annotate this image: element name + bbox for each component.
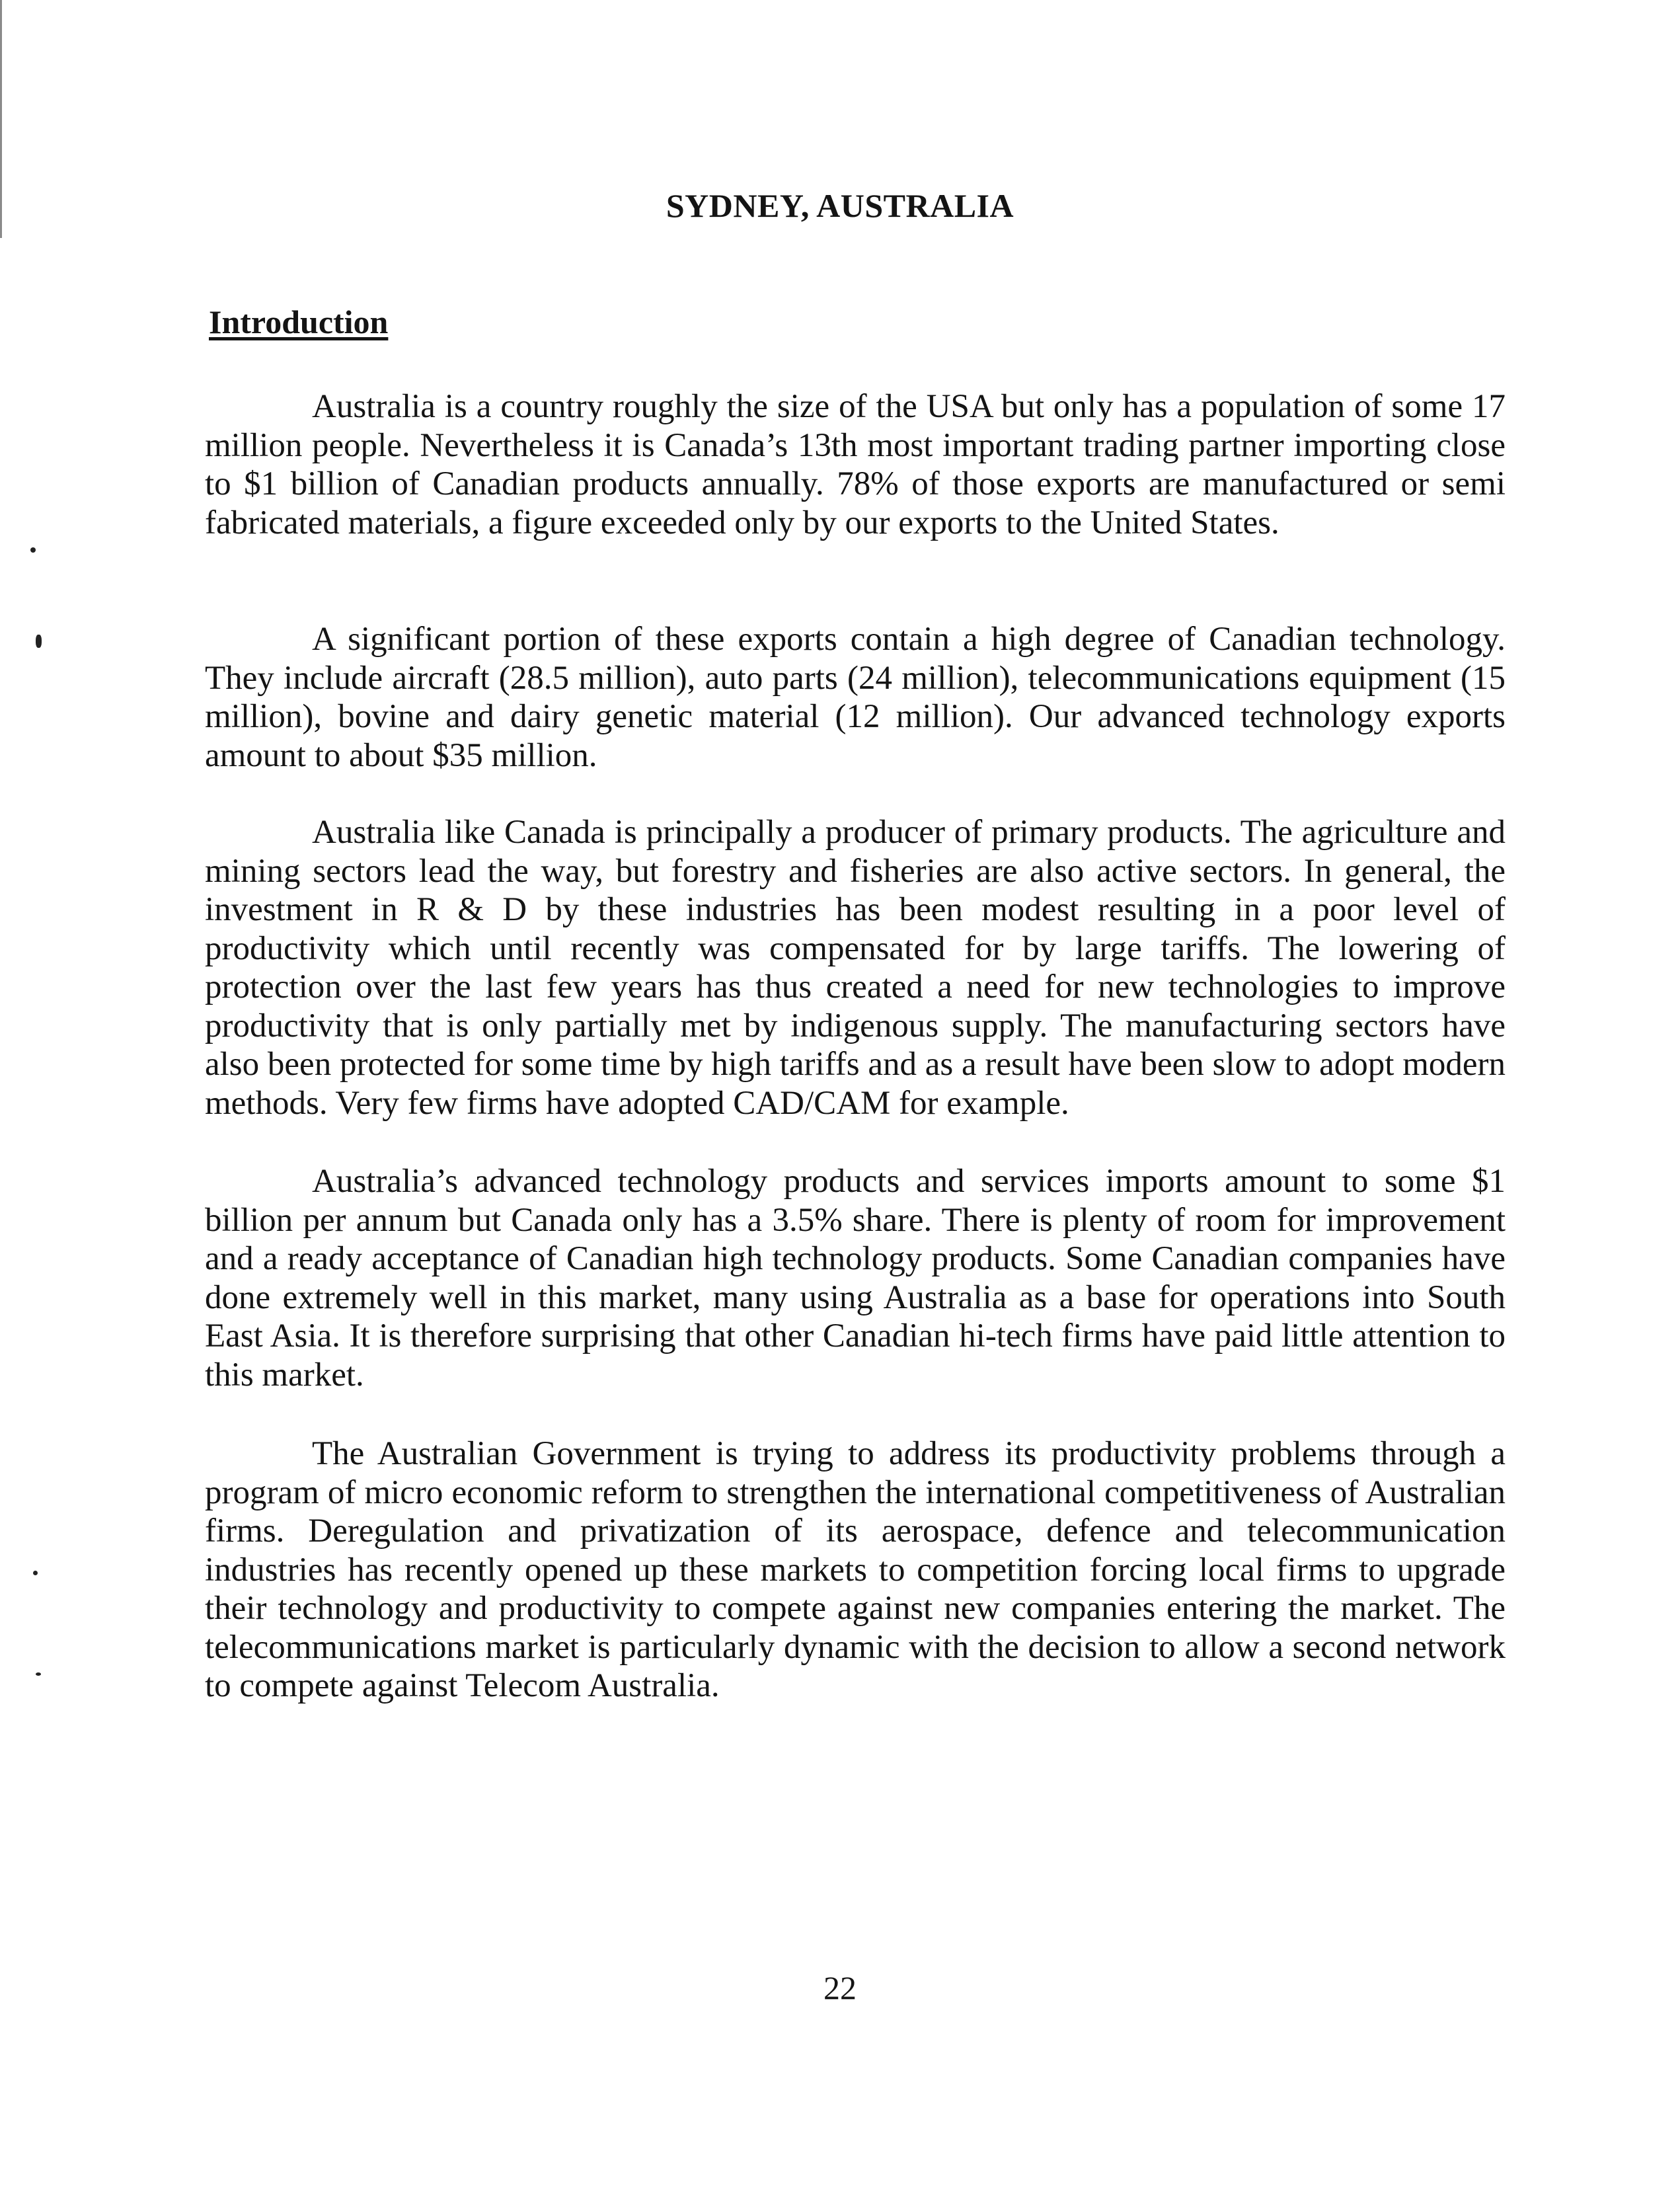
paragraph-4: Australia’s advanced technology products and services imports amount to some $1 billion per annum but Canada only has a 3.5% share. There is plenty of room for improvement and a ready acceptance of Canadian high technology products. Some Canadian companies have done extremely well in this market, many using Australia as a base for operations into South East Asia. It is therefore surprising that other Canadian hi-tech firms have paid little attention to this market.	[205, 1163, 1506, 1393]
paragraph-5: The Australian Government is trying to address its productivity problems through a program of micro economic reform to strengthen the international competitiveness of Australian firms. Deregulation and privatization of its aerospace, defence and telecommunication industries has recently opened up these markets to competition forcing local firms to upgrade their technology and productivity to compete against new companies entering the market. The telecommunications market is particularly dynamic with the decision to allow a second network to compete against Telecom Australia.	[205, 1435, 1506, 1704]
scan-speck	[36, 635, 42, 648]
page-title: SYDNEY, AUSTRALIA	[666, 187, 1014, 224]
page-number: 22	[823, 1969, 857, 2006]
scan-speck	[33, 1571, 38, 1575]
section-heading-introduction: Introduction	[209, 303, 389, 340]
paragraph-2: A significant portion of these exports contain a high degree of Canadian technology. They include aircraft (28.5 million), auto parts (24 million), telecommunications equipment (15 million), bovine and dairy genetic material (12 million). Our advanced technology exports amount to about $35 million.	[205, 621, 1506, 774]
paragraph-1: Australia is a country roughly the size of the USA but only has a population of some 17 million people. Nevertheless it is Canada’s 13th most important trading partner importing close to $1 billion of Canadian products annually. 78% of those exports are manufactured or semi fabricated materials, a figure exceeded only by our exports to the United States.	[205, 388, 1506, 541]
scan-speck	[36, 1672, 41, 1676]
scan-speck	[30, 547, 36, 553]
paragraph-3: Australia like Canada is principally a producer of primary products. The agriculture and mining sectors lead the way, but forestry and fisheries are also active sectors. In general, the investment in R & D by these industries has been modest resulting in a poor level of productivity which until recently was compensated for by large tariffs. The lowering of protection over the last few years has thus created a need for new technologies to improve productivity that is only partially met by indigenous supply. The manufacturing sectors have also been protected for some time by high tariffs and as a result have been slow to adopt modern methods. Very few firms have adopted CAD/CAM for example.	[205, 814, 1506, 1122]
